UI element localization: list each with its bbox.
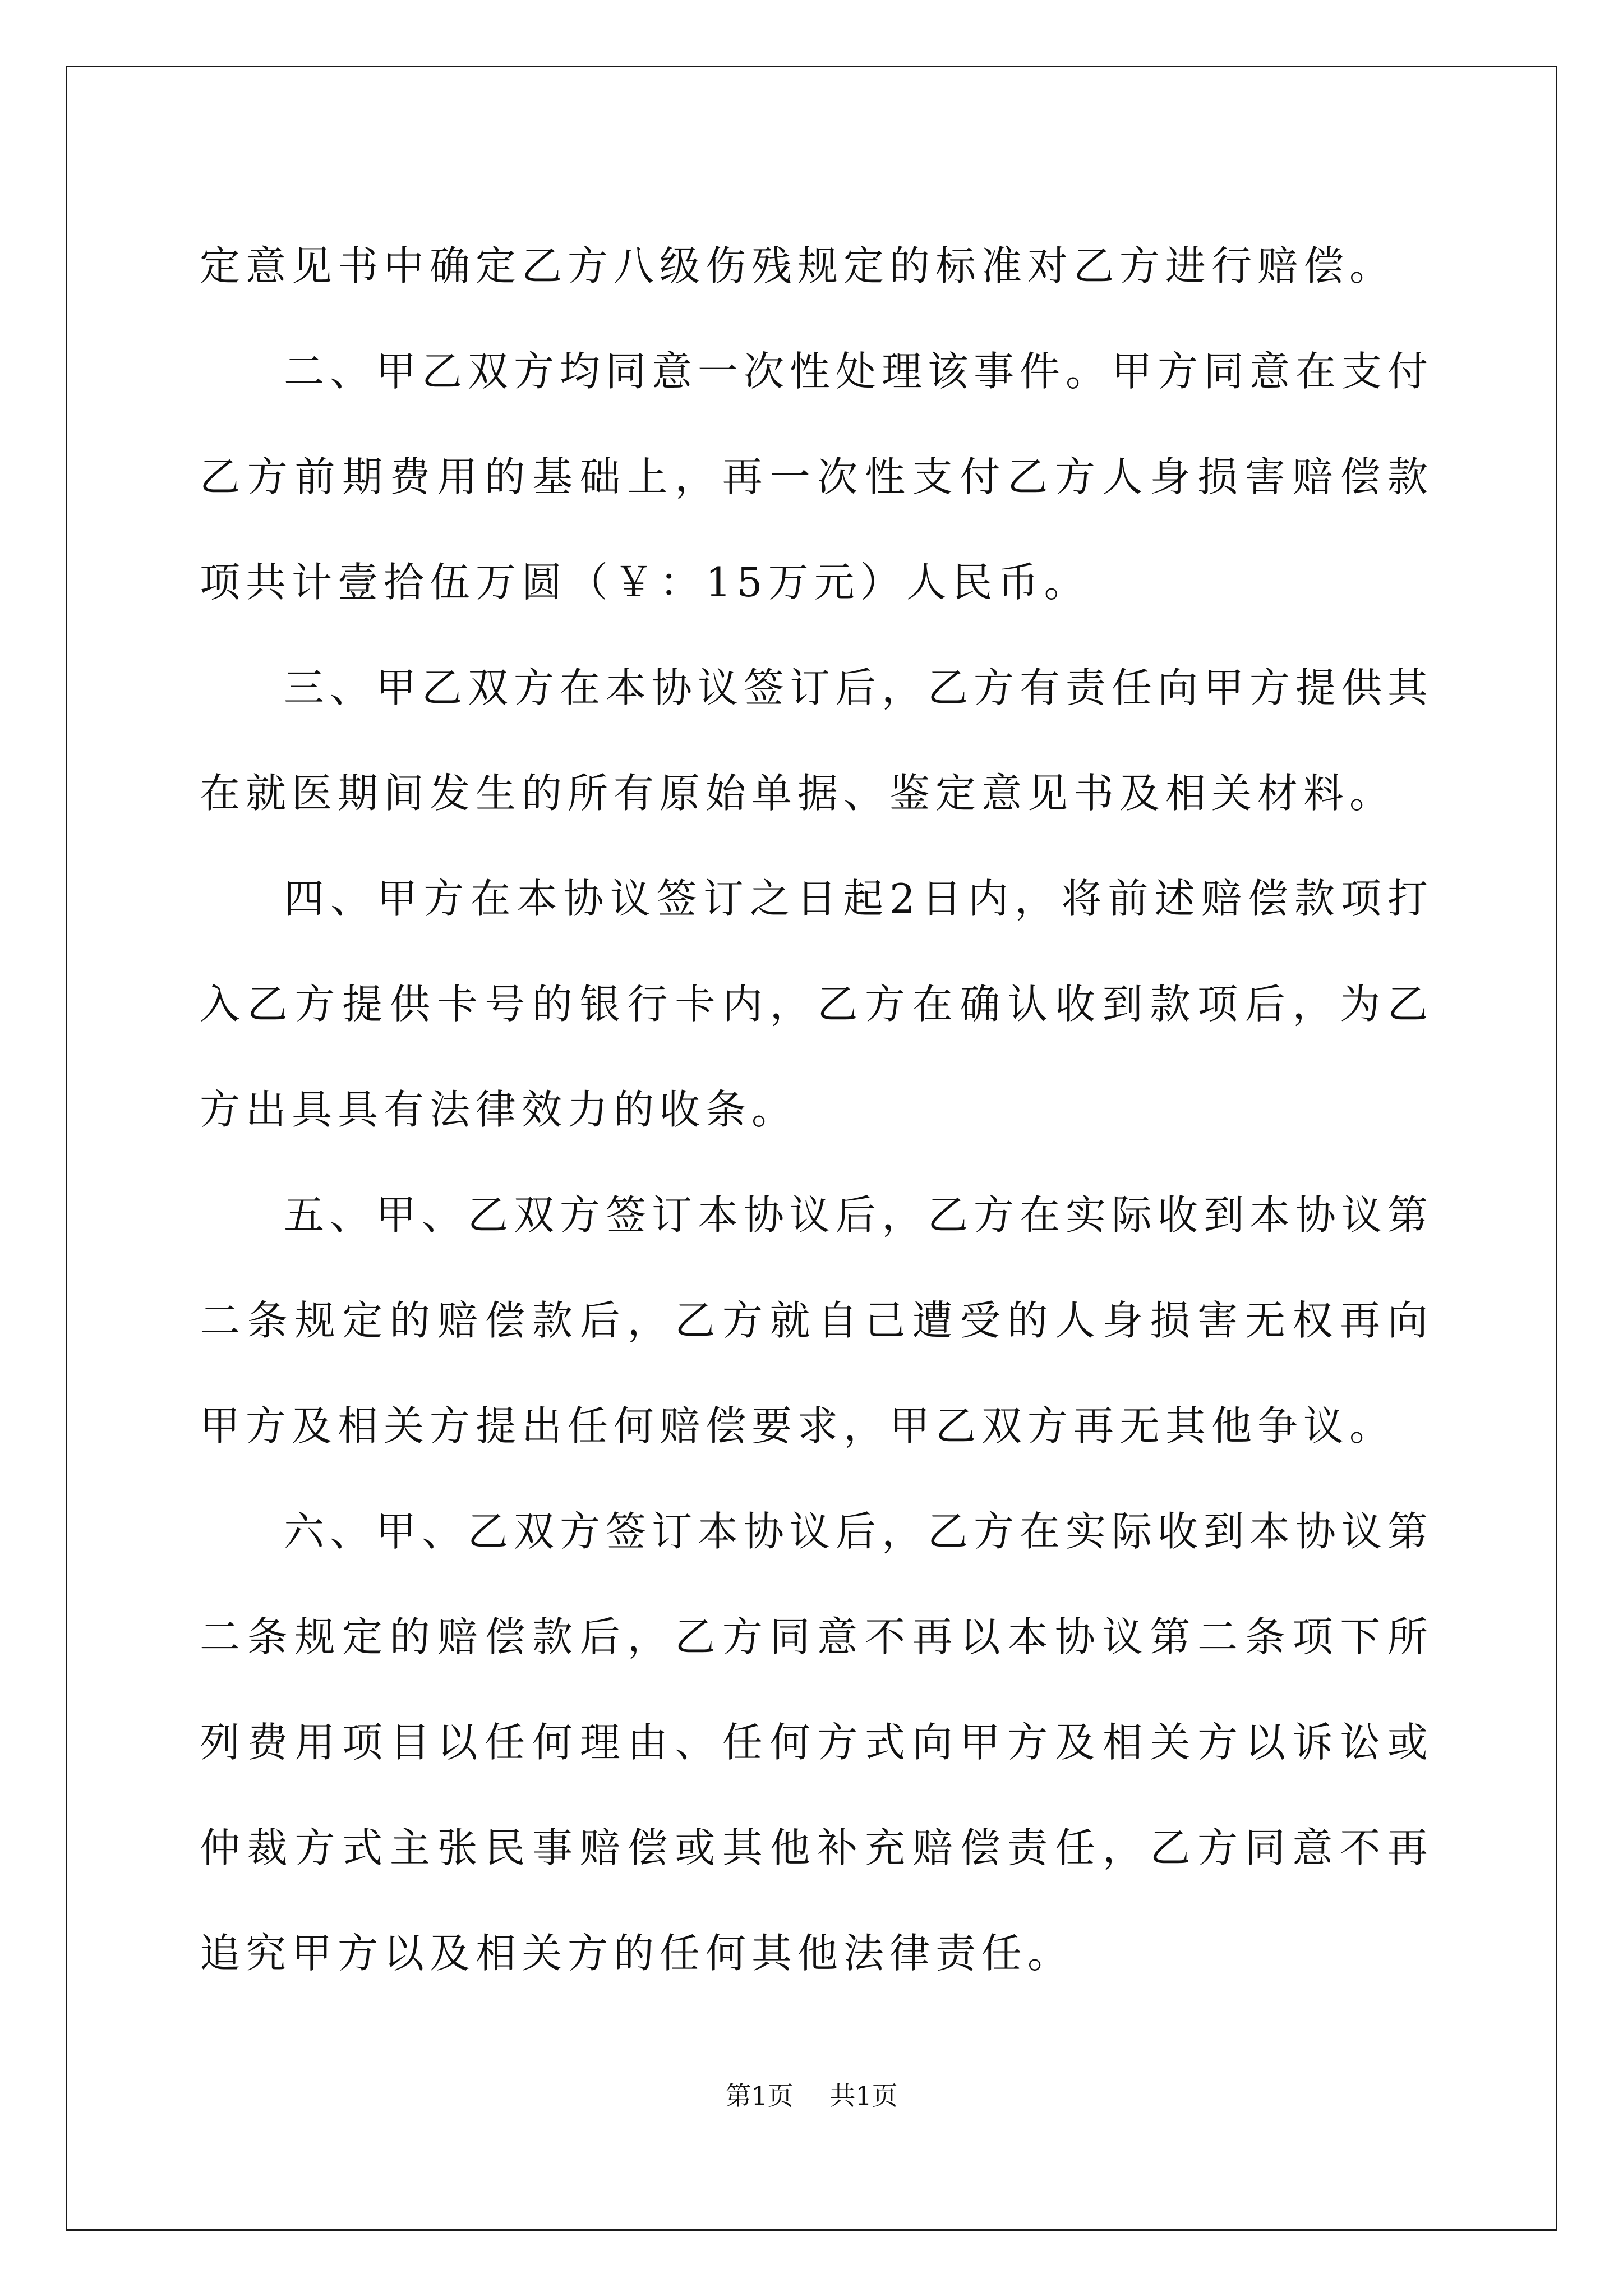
- paragraph-clause-3: 三、甲乙双方在本协议签订后，乙方有责任向甲方提供其在就医期间发生的所有原始单据、鉴定意见书及相关材料。: [200, 664, 1434, 817]
- paragraph-clause-4: 四、甲方在本协议签订之日起2日内，将前述赔偿款项打入乙方提供卡号的银行卡内，乙方在确认收到款项后，为乙方出具具有法律效力的收条。: [200, 875, 1433, 1133]
- paragraph-clause-5: 五、甲、乙双方签订本协议后，乙方在实际收到本协议第二条规定的赔偿款后，乙方就自己遭受的人身损害无权再向甲方及相关方提出任何赔偿要求，甲乙双方再无其他争议。: [200, 1191, 1434, 1450]
- document-body: [200, 213, 1433, 2006]
- page-number: 第1页: [725, 2081, 794, 2111]
- page-footer: [0, 2076, 1623, 2113]
- paragraph-continuation: 定意见书中确定乙方八级伤残规定的标准对乙方进行赔偿。: [200, 242, 1396, 289]
- paragraph-clause-6: 六、甲、乙双方签订本协议后，乙方在实际收到本协议第二条规定的赔偿款后，乙方同意不再以本协议第二条项下所列费用项目以任何理由、任何方式向甲方及相关方以诉讼或仲裁方式主张民事赔偿或其他补充赔偿责任，乙方同意不再追究甲方以及相关方的任何其他法律责任。: [200, 1508, 1434, 1977]
- page-total: 共1页: [829, 2081, 898, 2111]
- paragraph-clause-2: 二、甲乙双方均同意一次性处理该事件。甲方同意在支付乙方前期费用的基础上，再一次性支付乙方人身损害赔偿款项共计壹拾伍万圆（￥：15万元）人民币。: [200, 348, 1434, 606]
